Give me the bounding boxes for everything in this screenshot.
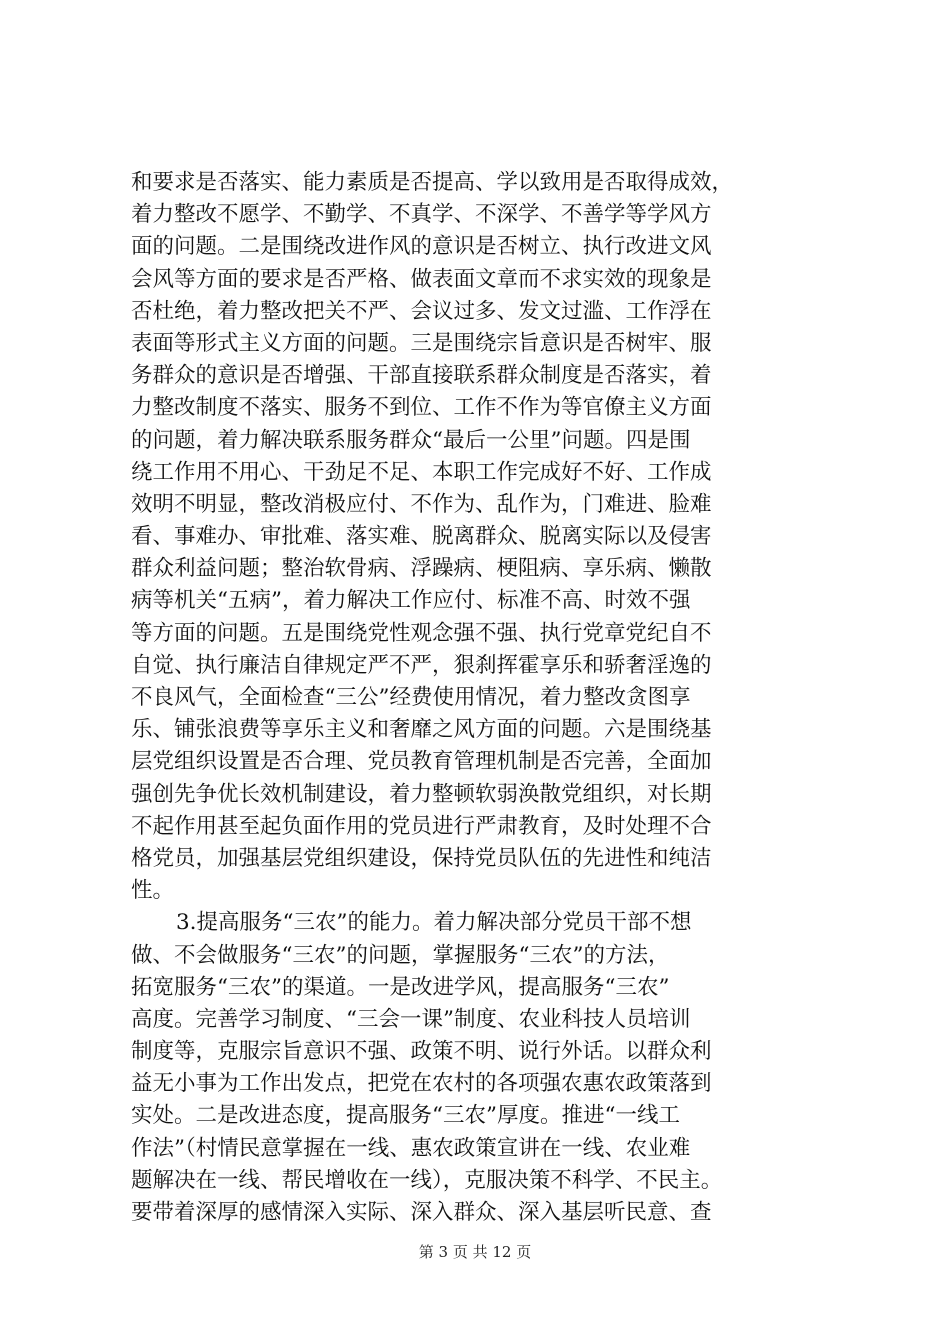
text-line: 着力整改不愿学、不勤学、不真学、不深学、不善学等学风方: [131, 202, 712, 228]
text-line: 格党员，加强基层党组织建设，保持党员队伍的先进性和纯洁: [131, 845, 712, 871]
text-line: 性。: [131, 878, 175, 904]
text-line: 不起作用甚至起负面作用的党员进行严肃教育，及时处理不合: [131, 813, 712, 839]
text-line: 益无小事为工作出发点，把党在农村的各项强农惠农政策落到: [131, 1071, 712, 1097]
text-line: 会风等方面的要求是否严格、做表面文章而不求实效的现象是: [131, 266, 712, 292]
text-line: 等方面的问题。五是围绕党性观念强不强、执行党章党纪自不: [131, 620, 712, 646]
text-line: 看、事难办、审批难、落实难、脱离群众、脱离实际以及侵害: [131, 524, 712, 550]
text-line: 自觉、执行廉洁自律规定严不严，狠刹挥霍享乐和骄奢淫逸的: [131, 652, 712, 678]
text-line: 拓宽服务“三农”的渠道。一是改进学风，提高服务“三农”: [131, 974, 670, 1000]
section-heading-line: 3.提高服务“三农”的能力。着力解决部分党员干部不想: [176, 910, 692, 936]
text-line: 病等机关“五病”，着力解决工作应付、标准不高、时效不强: [131, 588, 691, 614]
text-line: 作法”（村情民意掌握在一线、惠农政策宣讲在一线、农业难: [131, 1135, 691, 1161]
document-body: [131, 167, 831, 1229]
text-line: 制度等，克服宗旨意识不强、政策不明、说行外话。以群众利: [131, 1039, 712, 1065]
text-line: 层党组织设置是否合理、党员教育管理机制是否完善，全面加: [131, 749, 712, 775]
text-line: 强创先争优长效机制建设，着力整顿软弱涣散党组织，对长期: [131, 781, 712, 807]
text-line: 效明不明显，整改消极应付、不作为、乱作为，门难进、脸难: [131, 491, 712, 517]
text-line: 力整改制度不落实、服务不到位、工作不作为等官僚主义方面: [131, 395, 712, 421]
text-line: 要带着深厚的感情深入实际、深入群众、深入基层听民意、查: [131, 1200, 712, 1225]
page-number-footer: 第 3 页 共 12 页: [418, 1243, 532, 1261]
text-line: 面的问题。二是围绕改进作风的意识是否树立、执行改进文风: [131, 234, 712, 260]
text-line: 表面等形式主义方面的问题。三是围绕宗旨意识是否树牢、服: [131, 330, 712, 356]
text-line: 绕工作用不用心、干劲足不足、本职工作完成好不好、工作成: [131, 459, 712, 485]
text-line: 群众利益问题；整治软骨病、浮躁病、梗阻病、享乐病、懒散: [131, 556, 712, 582]
text-line: 不良风气，全面检查“三公”经费使用情况，着力整改贪图享: [131, 685, 691, 710]
text-line: 否杜绝，着力整改把关不严、会议过多、发文过滥、工作浮在: [131, 298, 712, 324]
text-line: 和要求是否落实、能力素质是否提高、学以致用是否取得成效，: [131, 170, 734, 195]
text-line: 乐、铺张浪费等享乐主义和奢靡之风方面的问题。六是围绕基: [131, 717, 712, 743]
text-line: 高度。完善学习制度、“三会一课”制度、农业科技人员培训: [131, 1006, 691, 1032]
text-line: 务群众的意识是否增强、干部直接联系群众制度是否落实，着: [131, 363, 712, 389]
text-line: 做、不会做服务“三农”的问题，掌握服务“三农”的方法，: [131, 942, 670, 968]
text-line: 的问题，着力解决联系服务群众“最后一公里”问题。四是围: [131, 427, 691, 453]
text-line: 题解决在一线、帮民增收在一线），克服决策不科学、不民主。: [131, 1167, 723, 1193]
text-line: 实处。二是改进态度，提高服务“三农”厚度。推进“一线工: [131, 1103, 680, 1129]
